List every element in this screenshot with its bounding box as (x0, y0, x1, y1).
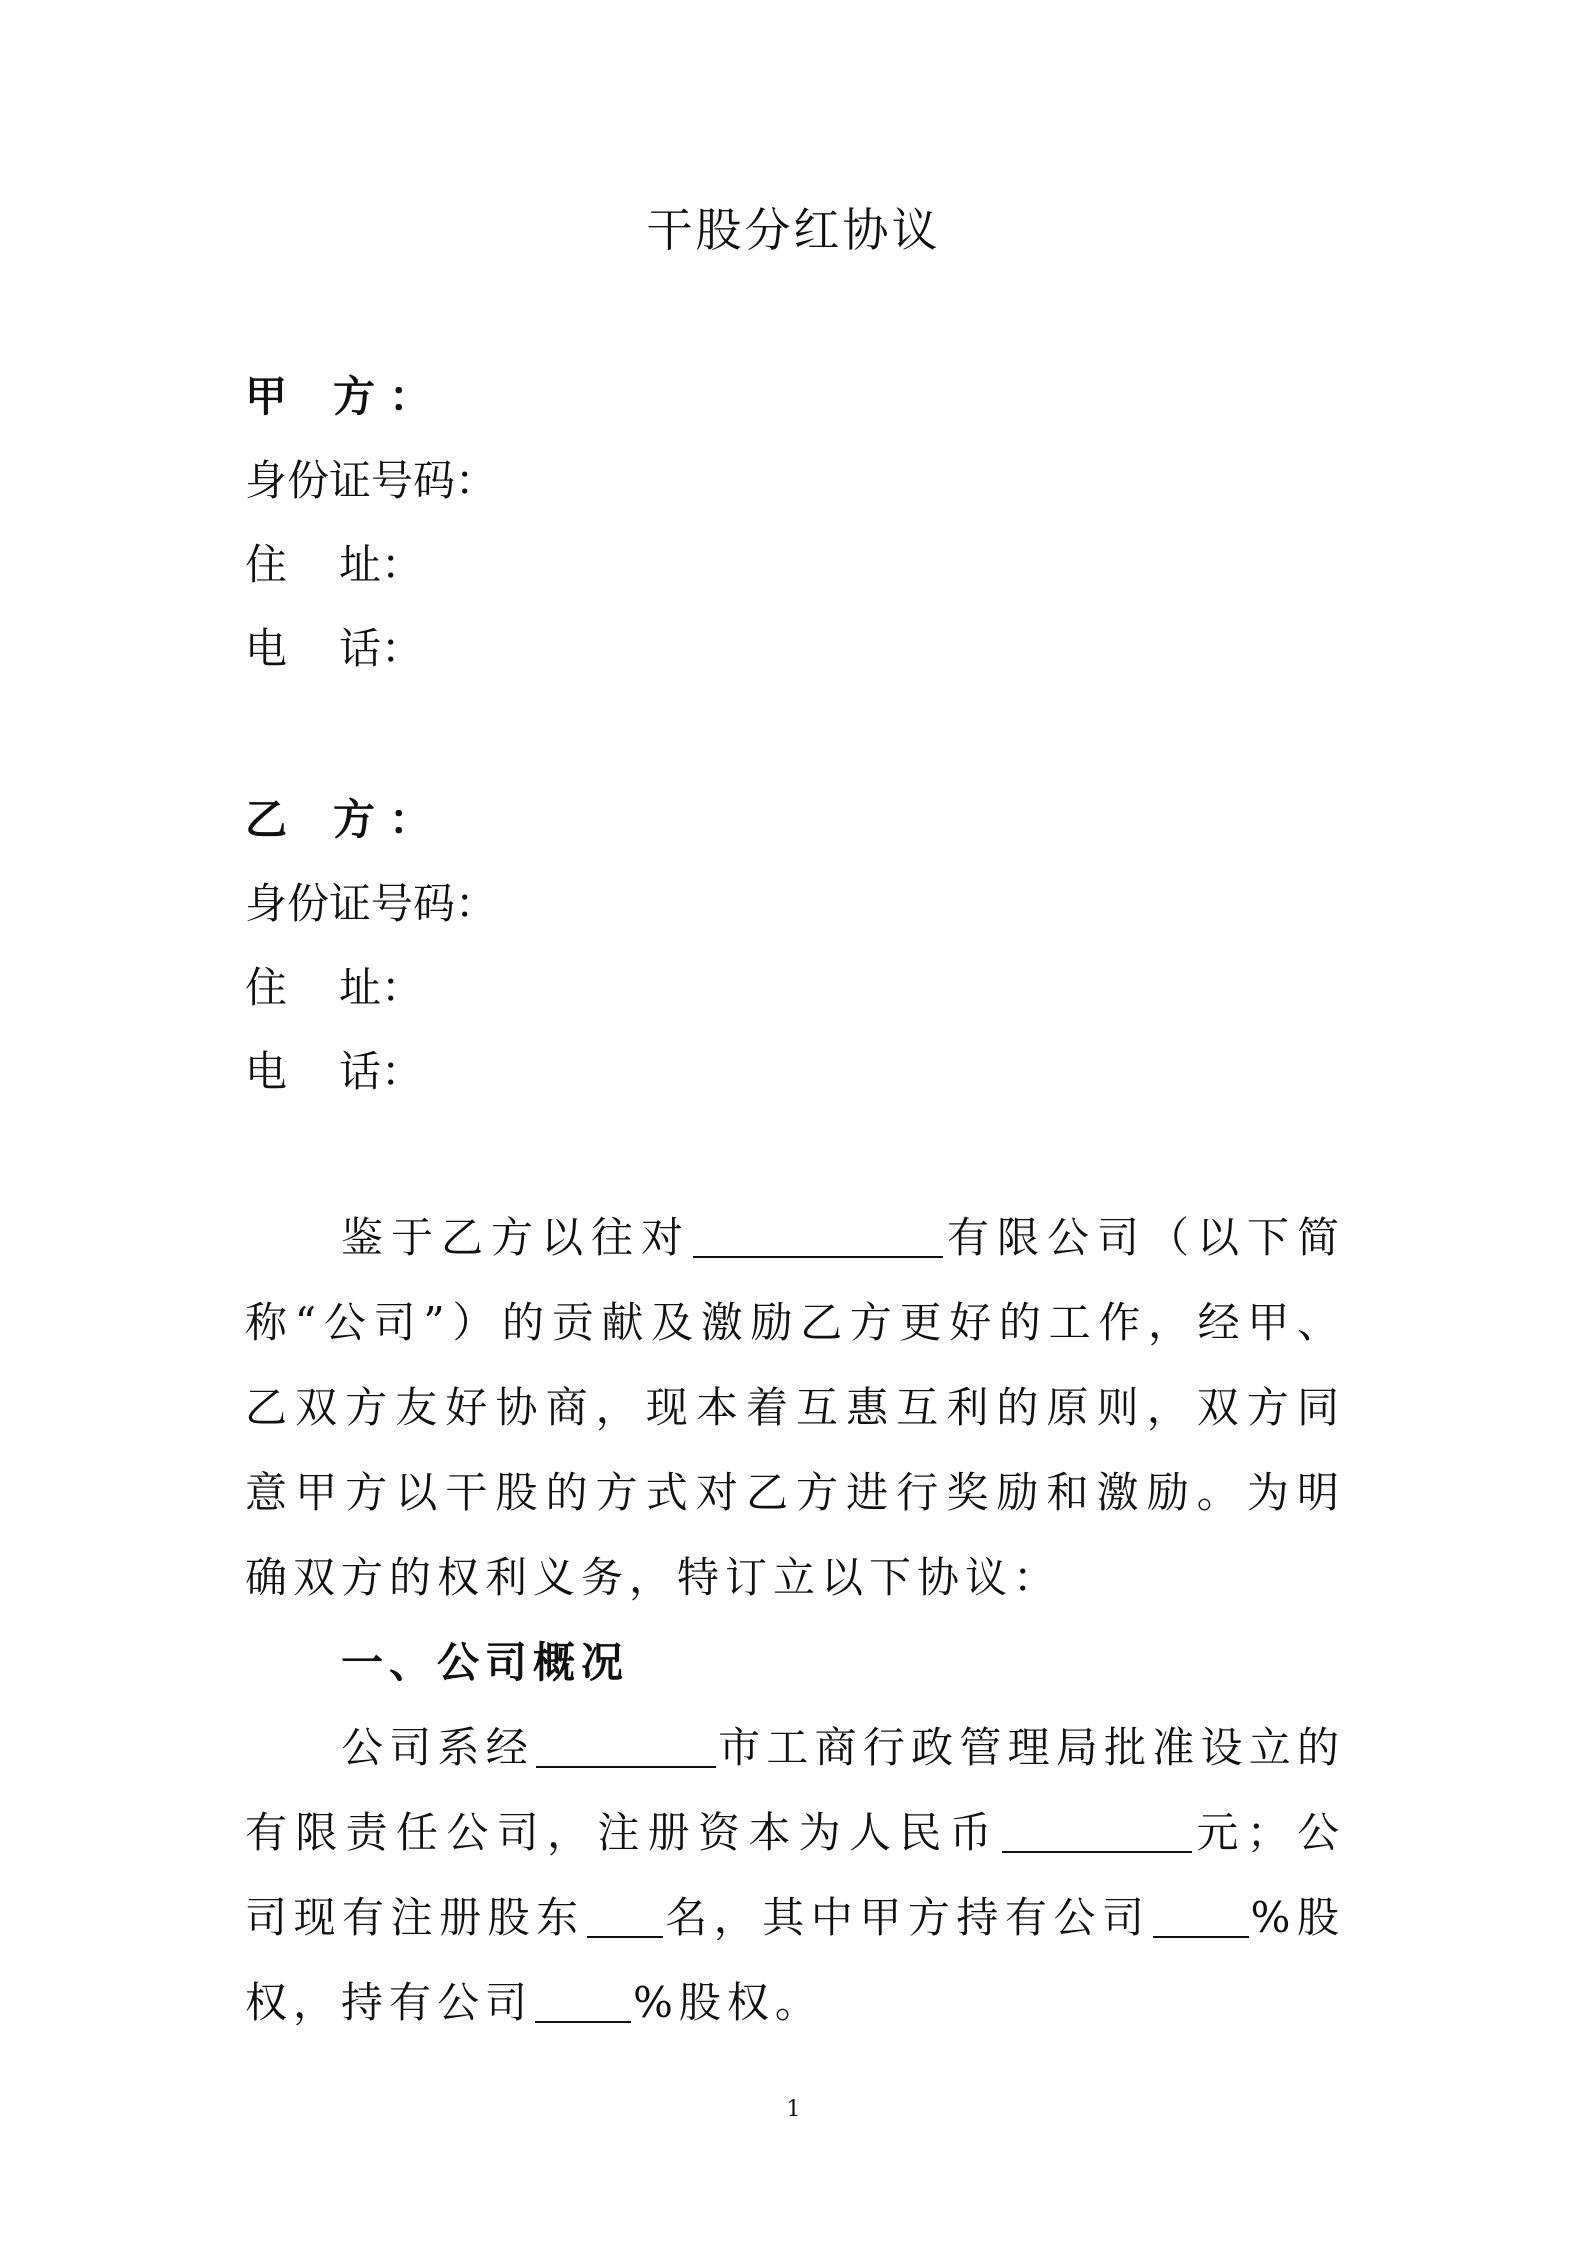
party-b-id-label: 身份证号码： (245, 879, 498, 928)
party-a-id-label: 身份证号码： (245, 456, 498, 505)
party-b-phone-char1: 电 (245, 1047, 288, 1096)
party-a-phone-row (245, 607, 1345, 691)
party-b-char2: 方 (333, 795, 376, 844)
city-blank (536, 1726, 716, 1768)
party-b-phone-char2: 话： (339, 1047, 424, 1096)
document-title: 干股分红协议 (646, 203, 941, 257)
page-number: 1 (786, 2097, 801, 2122)
party-a-heading (245, 355, 1345, 439)
party-a-phone-char1: 电 (245, 624, 288, 673)
other-percent-blank (535, 1981, 631, 2023)
section-1-text-1: 公司系经 (341, 1723, 534, 1772)
party-b-block (245, 778, 1345, 1114)
party-a-phone-char2: 话： (339, 624, 424, 673)
shareholder-count-blank (587, 1896, 663, 1938)
section-1-text-2: 市工商行政管理局批准设立的有限责任公司，注册资本为人民币 (245, 1723, 1345, 1857)
company-name-blank (693, 1216, 943, 1258)
preamble-part1: 鉴于乙方以往对 (341, 1213, 691, 1262)
section-1-text-3: 元；公司现有注册股东 (245, 1808, 1345, 1942)
preamble-paragraph (245, 1195, 1345, 1620)
party-b-address-row (245, 946, 1345, 1030)
section-1-heading: 一、公司概况 (341, 1638, 630, 1687)
party-a-address-char2: 址： (339, 540, 424, 589)
section-1-text-4: 名，其中甲方持有公司 (664, 1893, 1151, 1942)
party-b-heading (245, 778, 1345, 862)
party-a-char1: 甲 (245, 372, 288, 421)
party-b-phone-row (245, 1030, 1345, 1114)
section-1-text-6: %股权。 (633, 1978, 823, 2027)
registered-capital-blank (1002, 1811, 1192, 1853)
party-a-address-row (245, 523, 1345, 607)
party-a-colon: ： (389, 372, 432, 421)
agreement-body (245, 1195, 1345, 2045)
party-b-char1: 乙 (245, 795, 288, 844)
section-1-paragraph (245, 1705, 1345, 2045)
party-a-percent-blank (1153, 1896, 1249, 1938)
section-1-text-5: %股权，持有公司 (245, 1893, 1345, 2027)
party-a-address-char1: 住 (245, 540, 288, 589)
party-a-char2: 方 (333, 372, 376, 421)
party-b-colon: ： (389, 795, 432, 844)
party-b-address-char1: 住 (245, 963, 288, 1012)
party-a-block (245, 355, 1345, 691)
preamble-part2: 有限公司（以下简称“公司”）的贡献及激励乙方更好的工作，经甲、乙双方友好协商，现本着互惠互利的原则，双方同意甲方以干股的方式对乙方进行奖励和激励。为明确双方的权利义务，特订立以下协议： (245, 1213, 1345, 1602)
party-b-address-char2: 址： (339, 963, 424, 1012)
